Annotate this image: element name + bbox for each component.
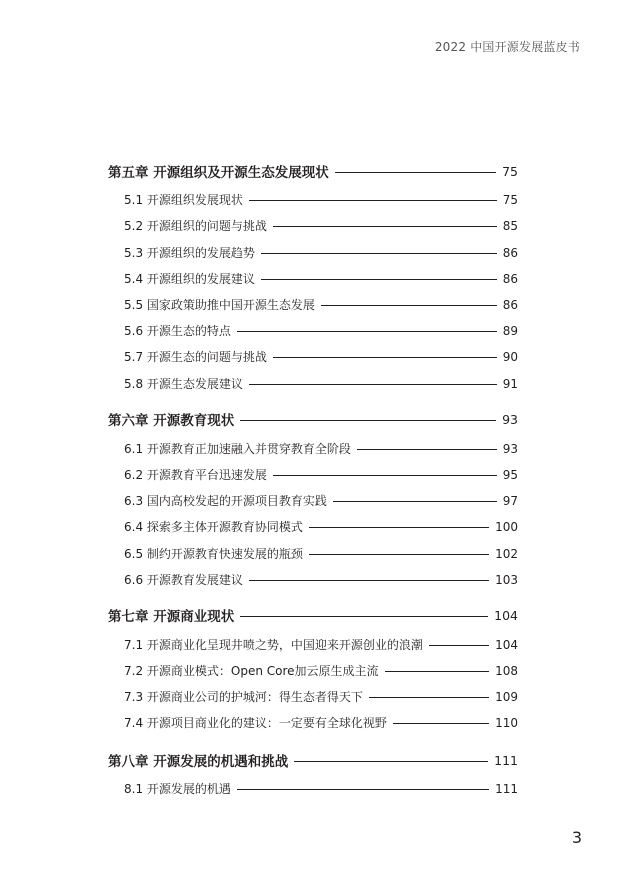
toc-section-7-1[interactable] [124, 636, 518, 653]
toc-section-7-3[interactable] [124, 688, 518, 705]
toc-entry-page: 104 [494, 607, 518, 623]
toc-section-5-5[interactable] [124, 296, 518, 313]
dot-leader [237, 331, 497, 332]
dot-leader [240, 616, 488, 617]
toc-entry-page: 89 [502, 323, 518, 338]
toc-section-7-2[interactable] [124, 662, 518, 679]
dot-leader [237, 789, 489, 790]
toc-chapter-7[interactable] [108, 605, 518, 625]
toc-entry-title: 6.6 开源教育发展建议 [124, 573, 243, 587]
toc-entry-page: 75 [502, 163, 518, 179]
toc-entry-page: 108 [495, 663, 518, 678]
dot-leader [261, 253, 497, 254]
toc-entry-title: 5.7 开源生态的问题与挑战 [124, 350, 267, 364]
toc-entry-title: 8.1 开源发展的机遇 [124, 782, 231, 796]
dot-leader [357, 449, 497, 450]
toc-section-5-8[interactable] [124, 375, 518, 392]
toc-entry-title: 6.1 开源教育正加速融入并贯穿教育全阶段 [124, 442, 351, 456]
toc-entry-page: 95 [502, 467, 518, 482]
toc-section-5-3[interactable] [124, 244, 518, 261]
toc-section-6-5[interactable] [124, 545, 518, 562]
toc-entry-title: 5.3 开源组织的发展趋势 [124, 246, 255, 260]
toc-section-5-1[interactable] [124, 191, 518, 208]
dot-leader [333, 501, 497, 502]
dot-leader [429, 645, 489, 646]
dot-leader [261, 279, 497, 280]
toc-entry-page: 103 [495, 572, 518, 587]
toc-entry-page: 111 [494, 752, 518, 768]
toc-entry-page: 100 [495, 519, 518, 534]
dot-leader [249, 384, 497, 385]
toc-entry-page: 104 [495, 637, 518, 652]
toc-entry-title: 7.2 开源商业模式：Open Core加云原生成主流 [124, 664, 379, 678]
toc-section-5-7[interactable] [124, 348, 518, 365]
toc-entry-title: 6.5 制约开源教育快速发展的瓶颈 [124, 547, 303, 561]
toc-entry-title: 第六章 开源教育现状 [108, 413, 235, 429]
dot-leader [321, 305, 497, 306]
dot-leader [385, 671, 490, 672]
toc-entry-page: 93 [502, 441, 518, 456]
toc-entry-title: 7.4 开源项目商业化的建议：一定要有全球化视野 [124, 716, 387, 730]
toc-entry-page: 86 [502, 245, 518, 260]
toc-entry-title: 5.6 开源生态的特点 [124, 324, 231, 338]
toc-section-5-6[interactable] [124, 322, 518, 339]
toc-entry-page: 86 [502, 271, 518, 286]
toc-section-6-4[interactable] [124, 518, 518, 535]
toc-entry-page: 110 [495, 715, 518, 730]
toc-entry-page: 91 [502, 376, 518, 391]
toc-entry-page: 93 [502, 411, 518, 427]
toc-section-5-2[interactable] [124, 217, 518, 234]
toc-entry-title: 6.2 开源教育平台迅速发展 [124, 468, 267, 482]
running-header: 2022 中国开源发展蓝皮书 [434, 40, 580, 54]
toc-entry-page: 109 [495, 689, 518, 704]
toc-entry-title: 7.1 开源商业化呈现井喷之势，中国迎来开源创业的浪潮 [124, 638, 423, 652]
toc-entry-page: 111 [495, 781, 518, 796]
toc-chapter-6[interactable] [108, 409, 518, 429]
toc-entry-title: 第七章 开源商业现状 [108, 609, 235, 625]
toc-section-8-1[interactable] [124, 780, 518, 797]
toc-entry-title: 7.3 开源商业公司的护城河：得生态者得天下 [124, 690, 363, 704]
toc-section-7-4[interactable] [124, 714, 518, 731]
dot-leader [249, 580, 489, 581]
toc-entry-page: 75 [502, 192, 518, 207]
toc-entry-title: 5.1 开源组织发展现状 [124, 193, 243, 207]
toc-entry-title: 第五章 开源组织及开源生态发展现状 [108, 165, 329, 181]
toc-entry-title: 5.2 开源组织的问题与挑战 [124, 219, 267, 233]
dot-leader [309, 527, 489, 528]
dot-leader [240, 420, 496, 421]
dot-leader [309, 554, 489, 555]
toc-entry-title: 6.3 国内高校发起的开源项目教育实践 [124, 494, 327, 508]
toc-entry-title: 6.4 探索多主体开源教育协同模式 [124, 520, 303, 534]
dot-leader [273, 475, 497, 476]
toc-entry-page: 90 [502, 349, 518, 364]
toc-section-6-6[interactable] [124, 571, 518, 588]
toc-entry-page: 85 [502, 218, 518, 233]
toc-entry-title: 5.5 国家政策助推中国开源生态发展 [124, 298, 315, 312]
toc-entry-title: 第八章 开源发展的机遇和挑战 [108, 754, 289, 770]
toc-section-6-1[interactable] [124, 440, 518, 457]
dot-leader [273, 226, 497, 227]
toc-section-6-2[interactable] [124, 466, 518, 483]
page-number: 3 [571, 828, 582, 847]
dot-leader [273, 357, 497, 358]
toc-entry-page: 86 [502, 297, 518, 312]
toc-section-6-3[interactable] [124, 492, 518, 509]
dot-leader [294, 761, 488, 762]
toc-chapter-5[interactable] [108, 161, 518, 181]
toc-section-5-4[interactable] [124, 270, 518, 287]
toc-entry-title: 5.4 开源组织的发展建议 [124, 272, 255, 286]
toc-chapter-8[interactable] [108, 750, 518, 770]
dot-leader [393, 723, 489, 724]
toc-entry-page: 97 [502, 493, 518, 508]
dot-leader [369, 697, 489, 698]
toc-entry-title: 5.8 开源生态发展建议 [124, 377, 243, 391]
toc-entry-page: 102 [495, 546, 518, 561]
dot-leader [249, 200, 497, 201]
dot-leader [335, 172, 496, 173]
